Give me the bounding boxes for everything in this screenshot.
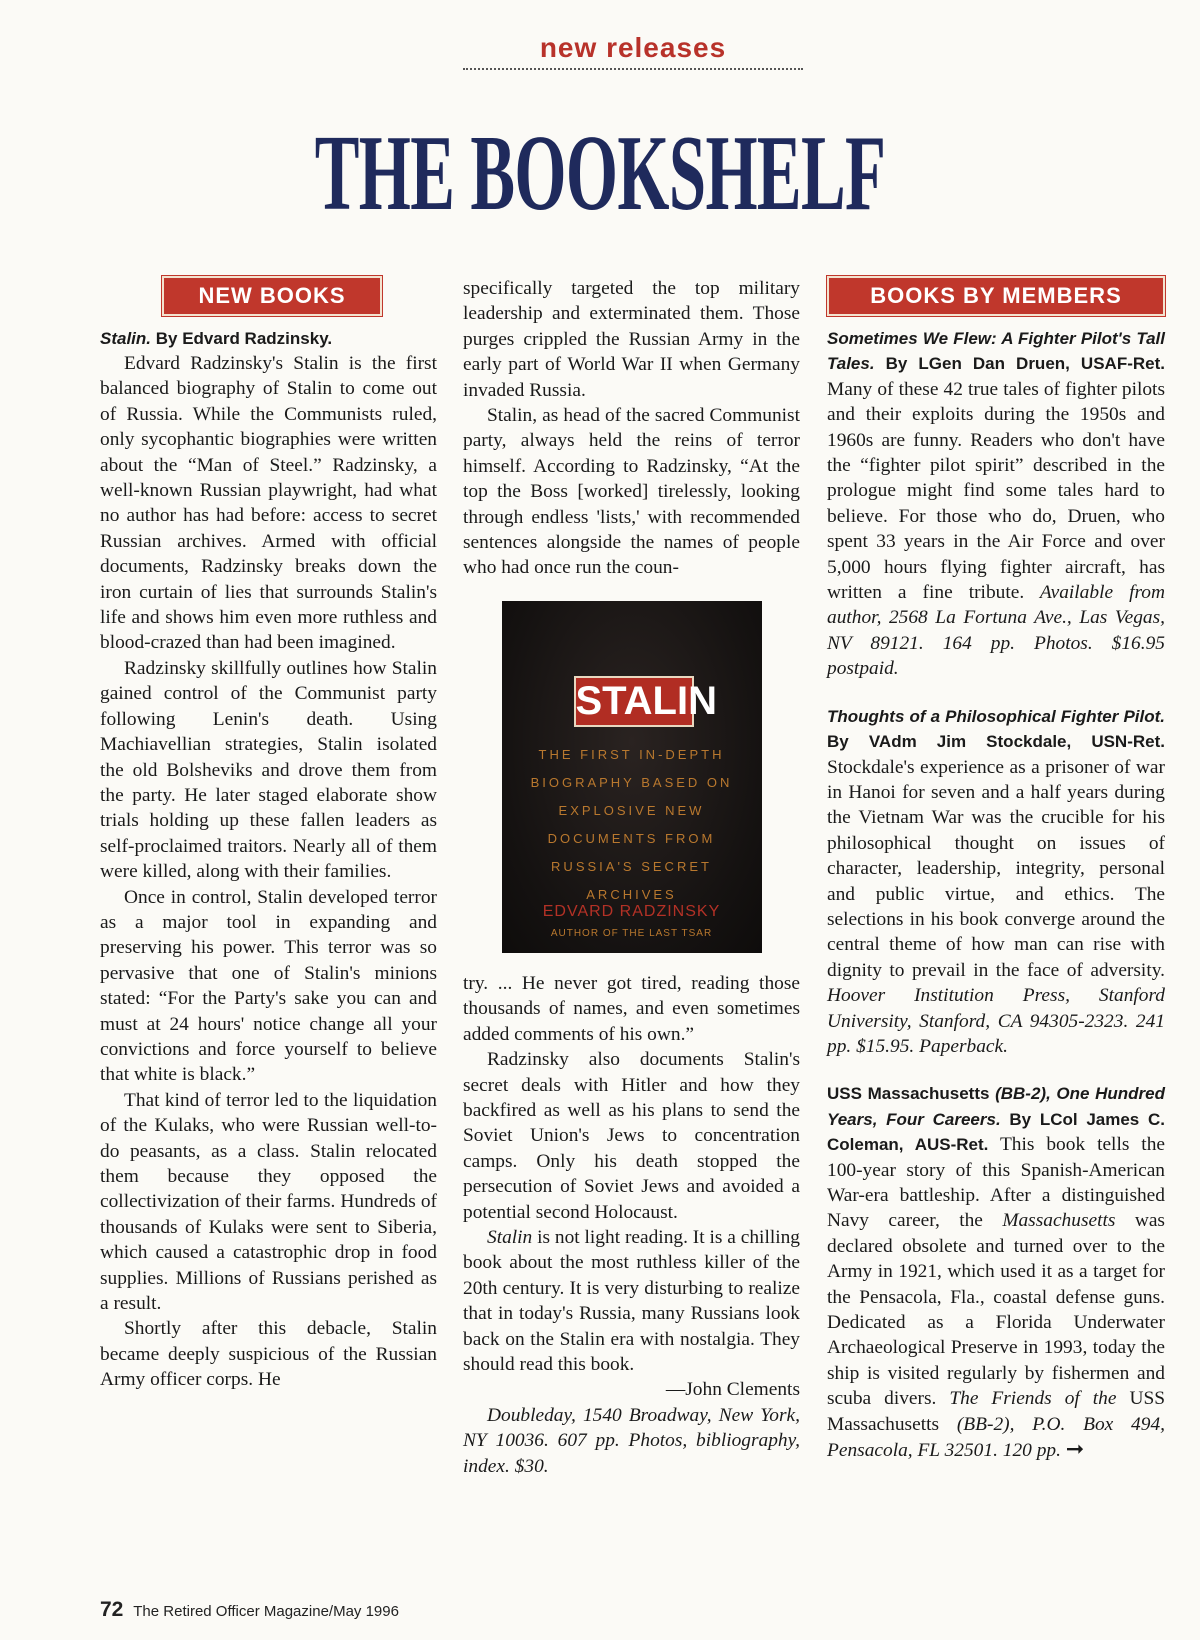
cover-author: EDVARD RADZINSKY bbox=[542, 902, 721, 920]
publication-line: The Retired Officer Magazine/May 1996 bbox=[133, 1603, 399, 1620]
publisher-info: (BB-2), P.O. Box 494, Pensacola, FL 32501. 120 pp. bbox=[827, 1413, 1165, 1462]
book-description: This book tells the 100-year story of this Spanish-American War-era battleship. After a distinguished Navy career, the bbox=[827, 1134, 1165, 1232]
page-footer bbox=[100, 1598, 399, 1622]
book-description: was declared obsolete and turned over to the Army in 1921, which used it as a target for the Pensacola, Fla., coastal defense guns. Dedicated as a Florida Underwater Archaeological Preserve in 1993, today the ship is visited regularly by fishermen and scuba divers. bbox=[827, 1210, 1165, 1410]
review-paragraph: try. ... He never got tired, reading those thousands of names, and even sometimes added comments of his own.” bbox=[463, 972, 800, 1045]
entry-spacer bbox=[827, 682, 1165, 704]
book-byline: By LGen Dan Druen, USAF-Ret. bbox=[885, 354, 1165, 374]
publisher-info: USS Massachusetts bbox=[827, 1388, 1166, 1435]
book-heading bbox=[827, 329, 1165, 373]
book-byline: By Edvard Radzinsky. bbox=[155, 329, 333, 348]
review-paragraph: specifically targeted the top military leadership and exterminated them. Those purges crippled the Russian Army in the early part of World War II when Germany invaded Russia. bbox=[463, 278, 800, 401]
review-paragraph: Radzinsky also documents Stalin's secret deals with Hitler and how they backfired as well as his plans to send the Soviet Union's Jews to concentration camps. Only his death stopped the persecution of Soviet Jews and avoided a potential second Holocaust. bbox=[463, 1049, 800, 1223]
review-paragraph: Stalin, as head of the sacred Communist party, always held the reins of terror himself. According to Radzinsky, “At the top the Boss [worked] tirelessly, looking through endless 'lists,' with recommended sentences alongside the names of people who had once run the coun- bbox=[463, 405, 800, 579]
review-paragraph bbox=[463, 1225, 800, 1377]
publisher-info: Hoover Institution Press, Stanford University, Stanford, CA 94305-2323. 241 pp. $15.95. Paperback. bbox=[827, 985, 1165, 1057]
books-by-members-banner: BOOKS BY MEMBERS bbox=[827, 276, 1165, 316]
right-arrow-icon: ➞ bbox=[1065, 1437, 1085, 1463]
book-title: USS Massachusetts bbox=[827, 1084, 990, 1104]
book-title: Stalin. bbox=[100, 329, 152, 348]
review-paragraph: Edvard Radzinsky's Stalin is the first balanced biography of Stalin to come out of Russia. While the Communists ruled, only sycophantic biographies were written about the “Man of Steel.” Radzinsky, a well-known Russian playwright, had what no author has had before: access to secret Russian archives. Armed with official documents, Radzinsky breaks down the iron curtain of lies that surrounds Stalin's life and shows him even more ruthless and blood-crazed than had been imagined. bbox=[100, 353, 437, 654]
page-number: 72 bbox=[100, 1598, 124, 1621]
cover-author-note: AUTHOR OF THE LAST TSAR bbox=[550, 927, 713, 939]
book-title: Thoughts of a Philosophical Fighter Pilot. bbox=[827, 706, 1165, 726]
reviewer-signature: —John Clements bbox=[665, 1379, 800, 1401]
cover-subtitle-line: BIOGRAPHY BASED ON bbox=[530, 774, 733, 790]
review-paragraph: Radzinsky skillfully outlines how Stalin gained control of the Communist party following Lenin's death. Using Machiavellian strategies, Stalin isolated the old Bolsheviks and drove them from the party. He later staged elaborate show trials holding up these fallen leaders as self-proclaimed traitors. Nearly all of them were killed, along with their families. bbox=[100, 657, 437, 883]
cover-subtitle-line: THE FIRST IN-DEPTH bbox=[538, 746, 725, 762]
column-books-by-members bbox=[827, 276, 1165, 1463]
book-heading bbox=[827, 707, 1165, 751]
book-heading-stalin bbox=[100, 326, 437, 351]
book-description: Stockdale's experience as a prisoner of war in Hanoi for seven and a half years during the Vietnam War was the crucible for his philosophical thought on issues of character, leadership, integrity, personal and public virtue, and ethics. The selections in his book converge around the central theme of how man can rise with dignity to prevail in the face of adversity. bbox=[827, 756, 1165, 981]
cover-subtitle bbox=[522, 741, 742, 909]
review-text: is not light reading. It is a chilling book about the most ruthless killer of the 20th century. It is very disturbing to realize that in today's Russia, many Russians look back on the Stalin era with nostalgia. They should read this book. bbox=[463, 1226, 800, 1375]
publisher-info: The Friends of the bbox=[936, 1388, 1117, 1410]
book-title-italic: (BB-2), One Hundred Years, Four Careers. bbox=[827, 1084, 1165, 1129]
publisher-info: Available from author, 2568 La Fortuna Ave., Las Vegas, NV 89121. 164 pp. Photos. $16.95 postpaid. bbox=[827, 582, 1165, 680]
cover-subtitle-line: DOCUMENTS FROM bbox=[547, 830, 716, 846]
review-paragraph: That kind of terror led to the liquidation of the Kulaks, who were Russian well-to-do peasants, as a class. Stalin relocated them because they opposed the collectivization of their farms. Hundreds of thousands of Kulaks were sent to Siberia, which caused a catastrophic drop in food supplies. Millions of Russians perished as a result. bbox=[100, 1089, 437, 1315]
member-book-entry bbox=[827, 1081, 1165, 1463]
book-title: Sometimes We Flew: A Fighter Pilot's Tall Tales. bbox=[827, 329, 1165, 374]
page-title: THE BOOKSHELF bbox=[314, 114, 886, 233]
book-description: Many of these 42 true tales of fighter pilots and their exploits during the 1950s and 1960s are funny. Readers who don't have the “fighter pilot spirit” described in the prologue might find some tales hard to believe. For those who do, Druen, who spent 33 years in the Air Force and over 5,000 hours flying fighter aircraft, has written a fine tribute. bbox=[827, 378, 1165, 604]
cover-title: STALIN bbox=[574, 676, 694, 727]
book-byline: By LCol James C. Coleman, AUS-Ret. bbox=[827, 1109, 1165, 1155]
column-new-books bbox=[100, 276, 437, 1393]
inline-book-title: Stalin bbox=[487, 1226, 533, 1248]
section-kicker: new releases bbox=[463, 32, 803, 70]
entry-spacer bbox=[827, 1059, 1165, 1081]
publisher-info: Doubleday, 1540 Broadway, New York, NY 10036. 607 pp. Photos, bibliography, index. $30. bbox=[463, 1404, 800, 1477]
new-books-banner: NEW BOOKS bbox=[162, 276, 382, 316]
column-review-continued bbox=[463, 276, 800, 1479]
ship-name: Massachusetts bbox=[1002, 1210, 1116, 1232]
review-paragraph: Shortly after this debacle, Stalin became deeply suspicious of the Russian Army officer corps. He bbox=[100, 1318, 437, 1391]
cover-subtitle-line: EXPLOSIVE NEW bbox=[558, 802, 705, 818]
member-book-entry bbox=[827, 704, 1165, 1060]
member-book-entry bbox=[827, 326, 1165, 682]
book-byline: By VAdm Jim Stockdale, USN-Ret. bbox=[827, 732, 1165, 752]
review-paragraph: Once in control, Stalin developed terror as a major tool in expanding and preserving his power. This terror was so pervasive that one of Stalin's minions stated: “For the Party's sake you can and must at 24 hours' notice change all your convictions and force yourself to believe that white is black.” bbox=[100, 886, 437, 1086]
cover-subtitle-line: RUSSIA'S SECRET ARCHIVES bbox=[551, 858, 712, 902]
book-cover-image bbox=[502, 601, 762, 953]
